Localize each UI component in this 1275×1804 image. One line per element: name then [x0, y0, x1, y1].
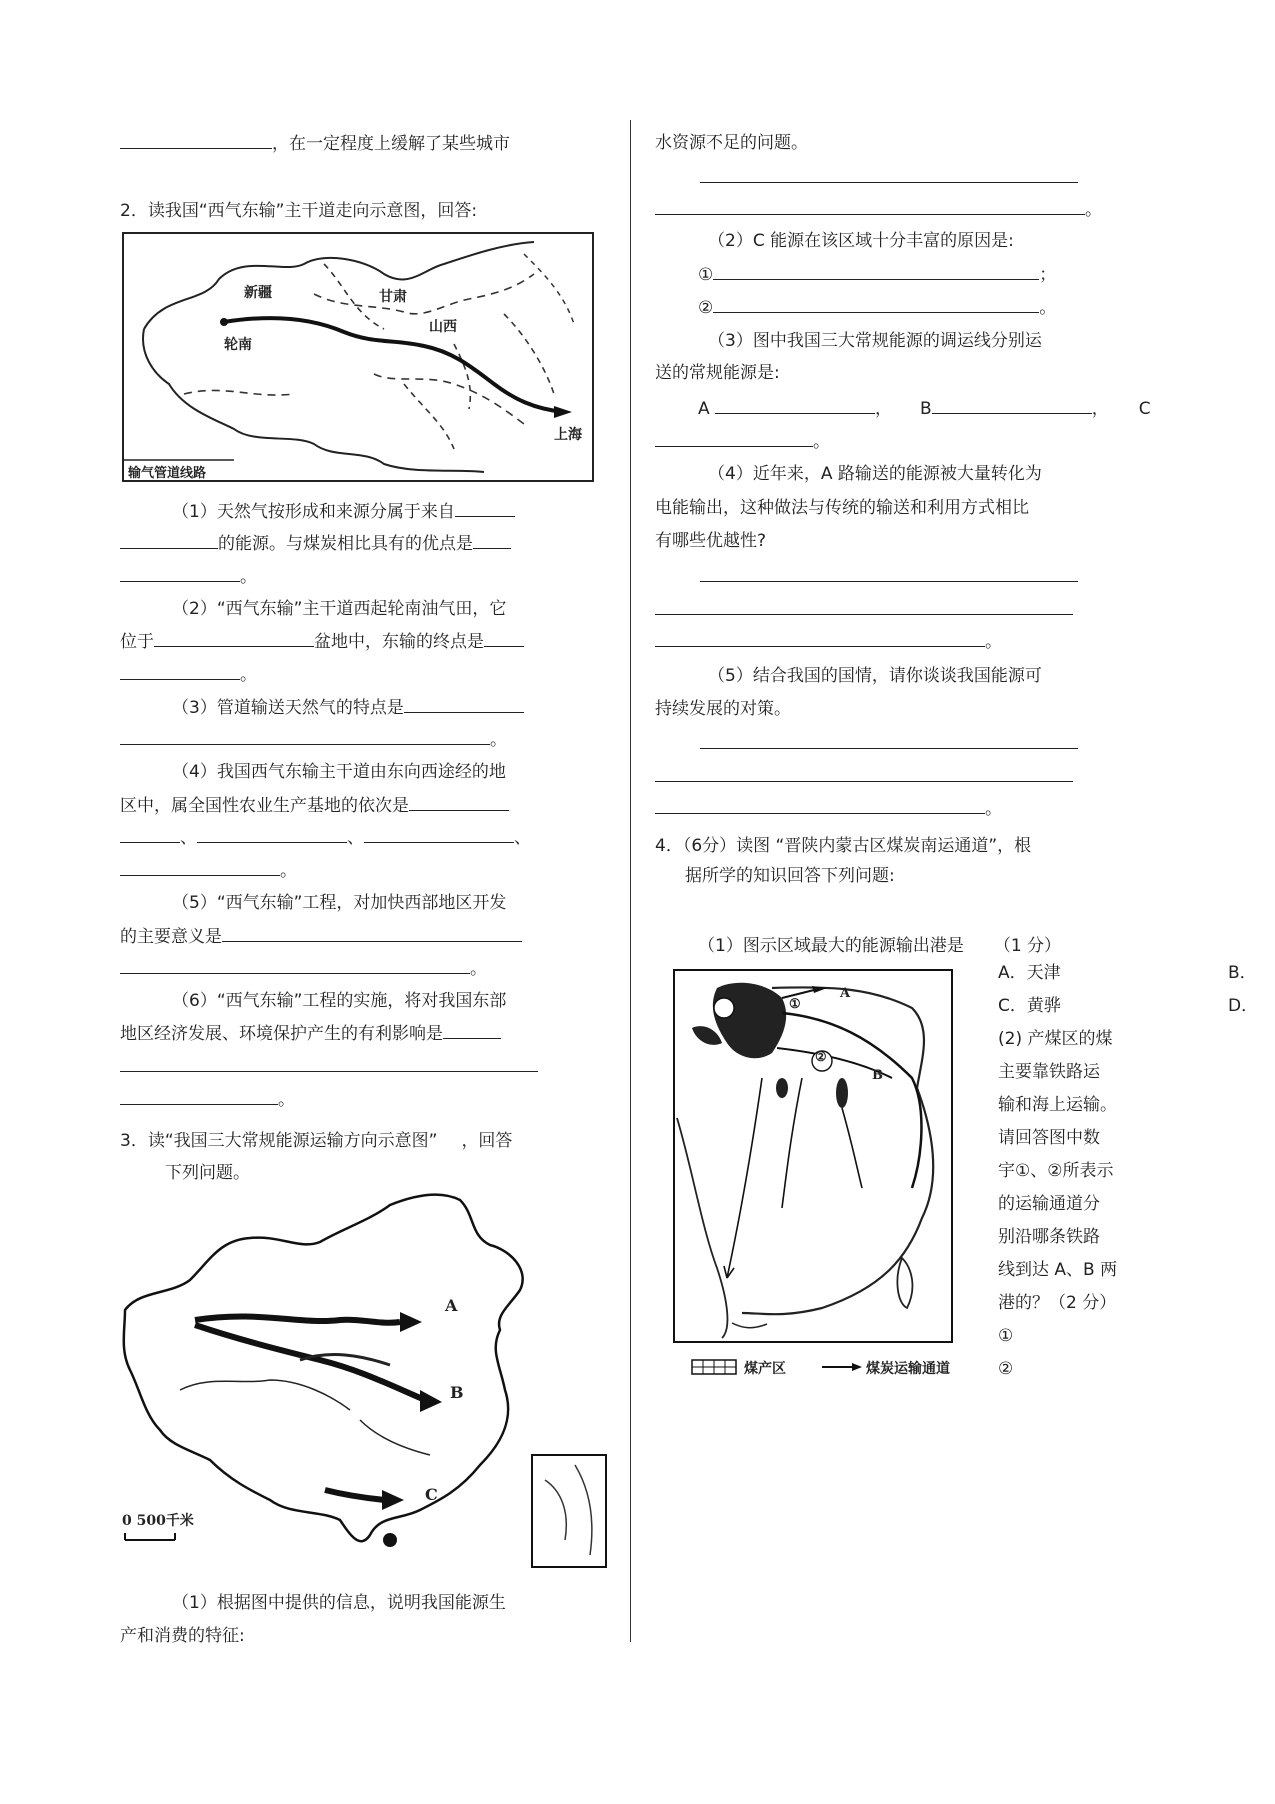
blank[interactable]	[120, 565, 240, 582]
q4-side-line-4: 请回答图中数	[998, 1128, 1100, 1148]
q3-p5-line5: 。	[655, 797, 1002, 820]
blank-line[interactable]	[655, 614, 1073, 615]
map-label-a: A	[445, 1296, 458, 1315]
q3-p4-line6: 。	[655, 630, 1002, 653]
q4-option-b[interactable]: B．	[1228, 963, 1257, 983]
blank[interactable]	[715, 397, 875, 414]
q4-option-a[interactable]: A．天津	[998, 963, 1061, 983]
q3-p4-line3: 有哪些优越性?	[655, 531, 767, 551]
blank[interactable]	[473, 532, 511, 549]
blank[interactable]	[655, 430, 813, 447]
pipeline-map-drawing	[124, 234, 592, 480]
q4-answer-1: ①	[998, 1326, 1014, 1346]
q2-p2-line2: 位于 盆地中，东输的终点是	[120, 630, 524, 653]
blank[interactable]	[713, 263, 1039, 280]
legend-coal-area: 煤产区	[744, 1361, 786, 1377]
blank[interactable]	[120, 859, 280, 876]
blank[interactable]	[120, 728, 490, 745]
q2-p5-line2: 的主要意义是	[120, 925, 522, 948]
blank[interactable]	[655, 630, 985, 647]
blank[interactable]	[655, 797, 985, 814]
blank[interactable]	[120, 532, 218, 549]
map-label-circle-2: ②	[815, 1050, 827, 1065]
right-top-line2: 。	[655, 198, 1102, 221]
q3-p3-line1: （3）图中我国三大常规能源的调运线分别运	[708, 331, 1042, 351]
q2-p3-line1: （3）管道输送天然气的特点是	[172, 696, 524, 719]
q3-p4-line2: 电能输出，这种做法与传统的输送和利用方式相比	[655, 498, 1029, 518]
blank[interactable]	[364, 826, 514, 843]
q4-option-d[interactable]: D．	[1228, 996, 1259, 1016]
map-label-xinjiang: 新疆	[244, 285, 272, 301]
q3-p5-line1: （5）结合我国的国情，请你谈谈我国能源可	[708, 666, 1042, 686]
map-label-circle-1: ①	[789, 997, 801, 1012]
blank[interactable]	[443, 1022, 501, 1039]
blank-line[interactable]	[700, 182, 1078, 183]
map-label-a: A	[840, 986, 851, 1001]
map-label-c: C	[425, 1485, 438, 1504]
energy-transport-map	[120, 1190, 610, 1570]
q4-side-line-3: 输和海上运输。	[998, 1095, 1117, 1115]
q3-p3-line3: A ， B ， C	[698, 399, 1151, 419]
map-label-shanxi: 山西	[429, 319, 457, 335]
q2-p4-line2: 区中，属全国性农业生产基地的依次是	[120, 794, 509, 817]
map-label-shanghai: 上海	[554, 427, 582, 443]
pipeline-map	[122, 232, 594, 482]
q2-p4-line1: （4）我国西气东输主干道由东向西途经的地	[172, 762, 506, 782]
question-3-title-cont: 下列问题。	[165, 1163, 250, 1183]
q2-p5-line3: 。	[120, 957, 487, 980]
q2-p6-line2: 地区经济发展、环境保护产生的有利影响是	[120, 1022, 501, 1045]
q2-p1-line3: 。	[120, 565, 257, 588]
map-label-lunnan: 轮南	[224, 337, 252, 353]
q3-p3-line2: 送的常规能源是:	[655, 363, 780, 383]
map-caption: 输气管道线路	[128, 466, 207, 481]
q2-p5-line1: （5）“西气东输”工程，对加快西部地区开发	[172, 893, 507, 913]
map-label-gansu: 甘肃	[379, 289, 407, 305]
q4-side-line-9: 港的？（2 分）	[998, 1293, 1117, 1313]
q4-side-line-6: 的运输通道分	[998, 1194, 1100, 1214]
map-label-b: B	[450, 1383, 464, 1402]
map-scale: 0 500千米	[122, 1513, 194, 1529]
q2-p1-line2: 的能源。与煤炭相比具有的优点是	[120, 532, 511, 555]
q4-side-line-5: 宇①、②所表示	[998, 1161, 1114, 1181]
q4-side-line-2: 主要靠铁路运	[998, 1062, 1100, 1082]
q3-p2-line2: ① ；	[698, 265, 1057, 285]
coal-transport-map-drawing	[672, 968, 992, 1380]
q3-p4-line1: （4）近年来，A 路输送的能源被大量转化为	[708, 464, 1042, 484]
q2-p6-line4: 。	[120, 1088, 295, 1111]
q3-p2-line3: ② 。	[698, 298, 1057, 318]
question-4-title: 4．（6分）读图 “晋陕内蒙古区煤炭南运通道”，根	[655, 836, 1032, 856]
q4-side-line-1: (2) 产煤区的煤	[998, 1029, 1113, 1049]
blank[interactable]	[455, 500, 515, 517]
blank[interactable]	[120, 1088, 278, 1105]
q2-p6-line1: （6）“西气东输”工程的实施，将对我国东部	[172, 991, 507, 1011]
q2-p2-line3: 。	[120, 663, 257, 686]
blank-line[interactable]	[655, 781, 1073, 782]
q4-side-line-8: 线到达 A、B 两	[998, 1260, 1118, 1280]
q3-p1-line2: 产和消费的特征:	[120, 1626, 245, 1646]
blank[interactable]	[404, 696, 524, 713]
q3-p1-line1: （1）根据图中提供的信息，说明我国能源生	[172, 1593, 506, 1613]
blank[interactable]	[120, 826, 180, 843]
question-4-title-cont: 据所学的知识回答下列问题:	[685, 866, 895, 886]
column-divider	[630, 120, 631, 1642]
q4-p1: （1）图示区域最大的能源输出港是 （1 分）	[698, 936, 1062, 956]
blank[interactable]	[222, 925, 522, 942]
blank[interactable]	[484, 630, 524, 647]
blank[interactable]	[120, 957, 470, 974]
question-3-title: 3．读“我国三大常规能源运输方向示意图” ，回答	[120, 1131, 513, 1151]
blank-line[interactable]	[120, 1071, 538, 1072]
legend-coal-route: 煤炭运输通道	[866, 1361, 950, 1377]
q3-p3-line4: 。	[655, 430, 830, 453]
blank[interactable]	[713, 296, 1039, 313]
q4-side-line-7: 别沿哪条铁路	[998, 1227, 1100, 1247]
blank-line[interactable]	[700, 748, 1078, 749]
coal-transport-map	[672, 968, 992, 1380]
blank[interactable]	[197, 826, 347, 843]
q2-p4-line3: 、 、 、	[120, 826, 531, 849]
q2-p3-line2: 。	[120, 728, 507, 751]
q3-p2-line1: （2）C 能源在该区域十分丰富的原因是:	[708, 231, 1014, 251]
q2-p1-line1: （1）天然气按形成和来源分属于来自	[172, 500, 515, 523]
blank[interactable]	[120, 663, 240, 680]
q4-answer-2: ②	[998, 1359, 1014, 1379]
q3-p5-line2: 持续发展的对策。	[655, 699, 791, 719]
blank[interactable]	[932, 397, 1092, 414]
q2-p4-line4: 。	[120, 859, 297, 882]
question-2-title: 2．读我国“西气东输”主干道走向示意图，回答:	[120, 201, 478, 221]
blank[interactable]	[154, 630, 314, 647]
blank[interactable]	[120, 132, 272, 149]
map-label-b: B	[872, 1068, 883, 1083]
blank[interactable]	[655, 198, 1085, 215]
q4-option-c[interactable]: C．黄骅	[998, 996, 1061, 1016]
q2-p2-line1: （2）“西气东输”主干道西起轮南油气田，它	[172, 599, 507, 619]
blank-line[interactable]	[700, 581, 1078, 582]
blank[interactable]	[409, 794, 509, 811]
continued-line: ，在一定程度上缓解了某些城市	[120, 132, 510, 155]
right-top-line: 水资源不足的问题。	[655, 133, 808, 153]
